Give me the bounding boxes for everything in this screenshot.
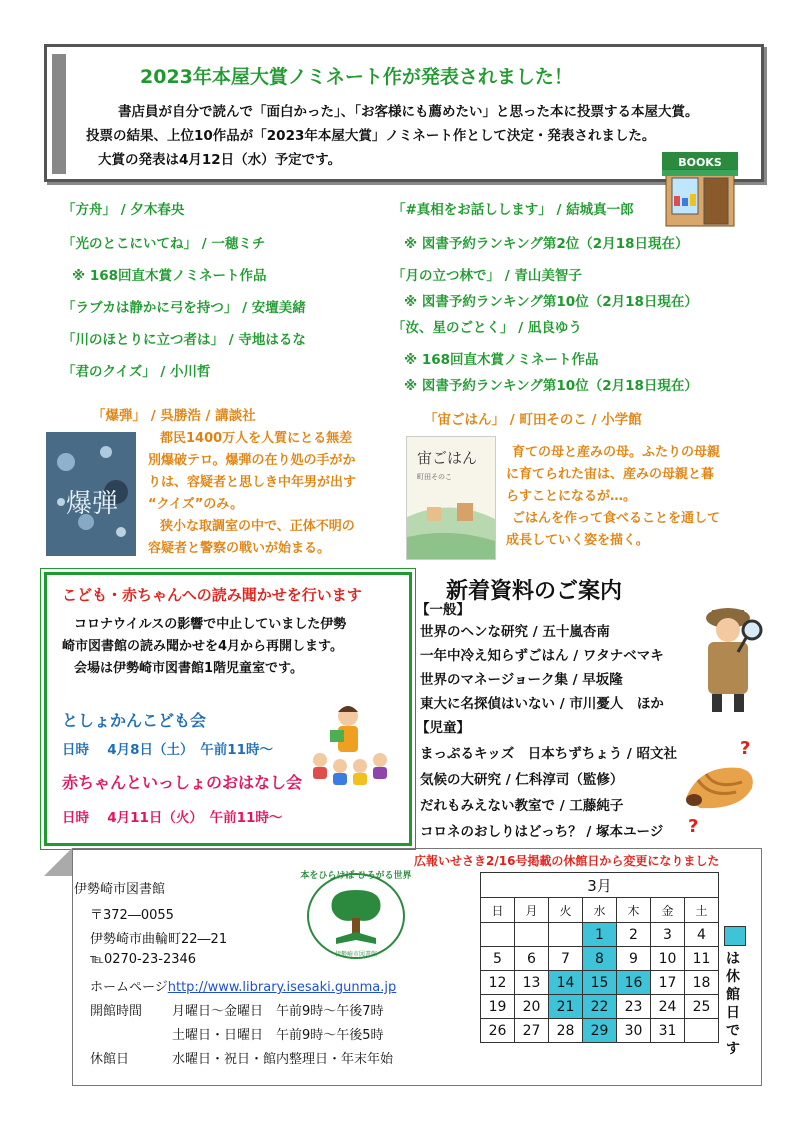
pick-right-title: 「宙ごはん」 / 町田そのこ / 小学館: [424, 412, 642, 428]
nominee-2: 「光のとこにいてね」 / 一穂ミチ: [62, 236, 266, 252]
calendar-day: 15: [583, 971, 617, 995]
closed-days: 水曜日・祝日・館内整理日・年末年始: [172, 1052, 394, 1067]
calendar-weekday: 土: [685, 898, 719, 923]
holiday-legend-swatch: [724, 926, 746, 946]
calendar-day: 31: [651, 1019, 685, 1043]
calendar-month: 3月: [481, 873, 719, 898]
calendar-day: [685, 1019, 719, 1043]
children-label: 【児童】: [416, 720, 470, 736]
closed-label: 休館日: [90, 1052, 130, 1067]
calendar-week-row: [481, 1019, 719, 1043]
calendar-day: 13: [515, 971, 549, 995]
books-sign-text: BOOKS: [678, 156, 722, 169]
calendar-day: 2: [617, 923, 651, 947]
calendar-day: 11: [685, 947, 719, 971]
header-tab-decoration: [52, 54, 66, 174]
calendar-day: 10: [651, 947, 685, 971]
detective-illustration: [694, 600, 764, 716]
nominee-7-note: ※ 図書予約ランキング第10位（2月18日現在）: [404, 294, 698, 310]
logo-sub-text: 伊勢崎市図書館: [334, 951, 378, 958]
logo-text: 本をひらけば ひろがる世界: [300, 871, 412, 881]
nominee-4: 「川のほとりに立つ者は」 / 寺地はるな: [62, 332, 306, 348]
nominee-5: 「君のクイズ」 / 小川哲: [62, 364, 211, 380]
header-line-2: 投票の結果、上位10作品が「2023年本屋大賞」ノミネート作として決定・発表されました。: [86, 128, 656, 144]
calendar-day: 3: [651, 923, 685, 947]
hours-weekend: 土曜日・日曜日 午前9時～午後5時: [172, 1028, 384, 1043]
calendar-day: 30: [617, 1019, 651, 1043]
pick-right-description: 育ての母と産みの母。ふたりの母親 に育てられた宙は、産みの母親と暮 らすことになるが…。 ごはんを作って食べることを通して 成長していく姿を描く。: [506, 445, 721, 548]
bakudan-cover-image: [46, 432, 136, 556]
soragohan-cover-image: [406, 436, 496, 560]
calendar-weekday: 水: [583, 898, 617, 923]
calendar-day: 28: [549, 1019, 583, 1043]
calendar-table: [480, 872, 719, 1043]
calendar-day: 21: [549, 995, 583, 1019]
general-item-4: 東大に名探偵はいない / 市川憂人 ほか: [420, 696, 664, 712]
calendar-weekday: 木: [617, 898, 651, 923]
calendar-day: [549, 923, 583, 947]
calendar-weekday-row: [481, 898, 719, 923]
library-postal: 〒372―0055: [90, 908, 174, 923]
page-title: 2023年本屋大賞ノミネート作が発表されました！: [140, 66, 573, 88]
calendar-day: 9: [617, 947, 651, 971]
calendar-day: 4: [685, 923, 719, 947]
event-baby-name: 赤ちゃんといっしょのおはなし会: [62, 773, 303, 792]
children-item-2: 気候の大研究 / 仁科淳司（監修）: [420, 772, 624, 788]
calendar-weekday: 金: [651, 898, 685, 923]
library-tel: ℡0270-23-2346: [90, 952, 197, 967]
calendar-day: 26: [481, 1019, 515, 1043]
info-box-fold: [44, 848, 72, 876]
nominee-1: 「方舟」 / 夕木春央: [62, 202, 185, 218]
calendar-day: 29: [583, 1019, 617, 1043]
soragohan-cover-author: 町田そのこ: [417, 473, 452, 481]
library-logo: [298, 862, 414, 962]
calendar-day: 23: [617, 995, 651, 1019]
calendar-day: 5: [481, 947, 515, 971]
children-item-4: コロネのおしりはどっち？ / 塚本ユージ: [420, 824, 664, 840]
header-line-1: 書店員が自分で読んで「面白かった」、「お客様にも薦めたい」と思った本に投票する本屋大賞。: [118, 104, 699, 120]
calendar-day: 17: [651, 971, 685, 995]
nominee-2-note: ※ 168回直木賞ノミネート作品: [72, 268, 267, 284]
calendar-day: 16: [617, 971, 651, 995]
bookstore-illustration: [660, 152, 740, 228]
calendar-week-row: [481, 947, 719, 971]
pick-left-description: 都民1400万人を人質にとる無差 別爆破テロ。爆弾の在り処の手がか りは、容疑者と思しき中年男が出す “クイズ”のみ。 狭小な取調室の中で、正体不明の 容疑者と警察の戦いが始まる。: [148, 431, 357, 556]
calendar-day: 19: [481, 995, 515, 1019]
calendar-day: 8: [583, 947, 617, 971]
soragohan-cover-title: 宙ごはん: [417, 449, 478, 467]
hours-label: 開館時間: [90, 1004, 143, 1019]
general-item-3: 世界のマネージョーク集 / 早坂隆: [420, 672, 623, 688]
nominee-8: 「汝、星のごとく」 / 凪良ゆう: [392, 320, 582, 336]
calendar-notice: 広報いせさき2/16号掲載の休館日から変更になりました: [414, 854, 720, 868]
calendar-day: 20: [515, 995, 549, 1019]
cornet-bread-illustration: [680, 758, 758, 814]
storytime-illustration: [300, 700, 396, 790]
calendar-weekday: 日: [481, 898, 515, 923]
general-label: 【一般】: [416, 602, 470, 618]
storytime-description: コロナウイルスの影響で中止していました伊勢 崎市図書館の読み聞かせを4月から再開します。 会場は伊勢崎市図書館1階児童室です。: [62, 617, 347, 676]
calendar-day: 25: [685, 995, 719, 1019]
bakudan-cover-title: 爆弾: [66, 489, 119, 519]
question-mark-2: ?: [688, 816, 699, 837]
children-item-1: まっぷるキッズ 日本ちずちょう / 昭文社: [420, 746, 678, 762]
nominee-8-note-1: ※ 168回直木賞ノミネート作品: [404, 352, 599, 368]
calendar-day: 27: [515, 1019, 549, 1043]
calendar-day: 14: [549, 971, 583, 995]
calendar-week-row: [481, 971, 719, 995]
calendar-week-row: [481, 995, 719, 1019]
holiday-legend-text: は休館日です: [726, 951, 740, 1057]
calendar-weekday: 月: [515, 898, 549, 923]
calendar-day: 18: [685, 971, 719, 995]
homepage-label: ホームページ: [90, 980, 168, 995]
calendar-day: 12: [481, 971, 515, 995]
nominee-3: 「ラブカは静かに弓を持つ」 / 安壇美緒: [62, 300, 306, 316]
children-item-3: だれもみえない教室で / 工藤純子: [420, 798, 624, 814]
calendar-day: 24: [651, 995, 685, 1019]
event-baby-date: 日時 4月11日（火） 午前11時～: [62, 810, 283, 826]
new-materials-title: 新着資料のご案内: [446, 579, 623, 604]
pick-left-title: 「爆弾」 / 呉勝浩 / 講談社: [92, 408, 256, 424]
calendar-day: 7: [549, 947, 583, 971]
header-line-3: 大賞の発表は4月12日（水）予定です。: [98, 152, 342, 168]
event-kids-date: 日時 4月8日（土） 午前11時～: [62, 742, 274, 758]
nominee-7: 「月の立つ林で」 / 青山美智子: [392, 268, 582, 284]
general-item-1: 世界のヘンな研究 / 五十嵐杏南: [420, 624, 610, 640]
hours-weekday: 月曜日～金曜日 午前9時～午後7時: [172, 1004, 384, 1019]
calendar-weekday: 火: [549, 898, 583, 923]
library-address: 伊勢崎市曲輪町22―21: [90, 932, 228, 947]
nominee-6-note: ※ 図書予約ランキング第2位（2月18日現在）: [404, 236, 689, 252]
event-kids-name: としょかんこども会: [62, 711, 207, 730]
library-homepage: [90, 976, 396, 995]
calendar-day: 6: [515, 947, 549, 971]
nominee-8-note-2: ※ 図書予約ランキング第10位（2月18日現在）: [404, 378, 698, 394]
library-name: 伊勢崎市図書館: [74, 882, 166, 897]
calendar-day: [515, 923, 549, 947]
calendar-day: [481, 923, 515, 947]
general-item-2: 一年中冷え知らずごはん / ワタナベマキ: [420, 648, 664, 664]
calendar-week-row: [481, 923, 719, 947]
nominee-6: 「#真相をお話しします」 / 結城真一郎: [392, 202, 634, 218]
homepage-link[interactable]: http://www.library.isesaki.gunma.jp: [167, 980, 397, 995]
calendar-day: 22: [583, 995, 617, 1019]
storytime-title: こども・赤ちゃんへの読み聞かせを行います: [62, 586, 362, 604]
question-mark-1: ?: [740, 738, 751, 759]
calendar-day: 1: [583, 923, 617, 947]
